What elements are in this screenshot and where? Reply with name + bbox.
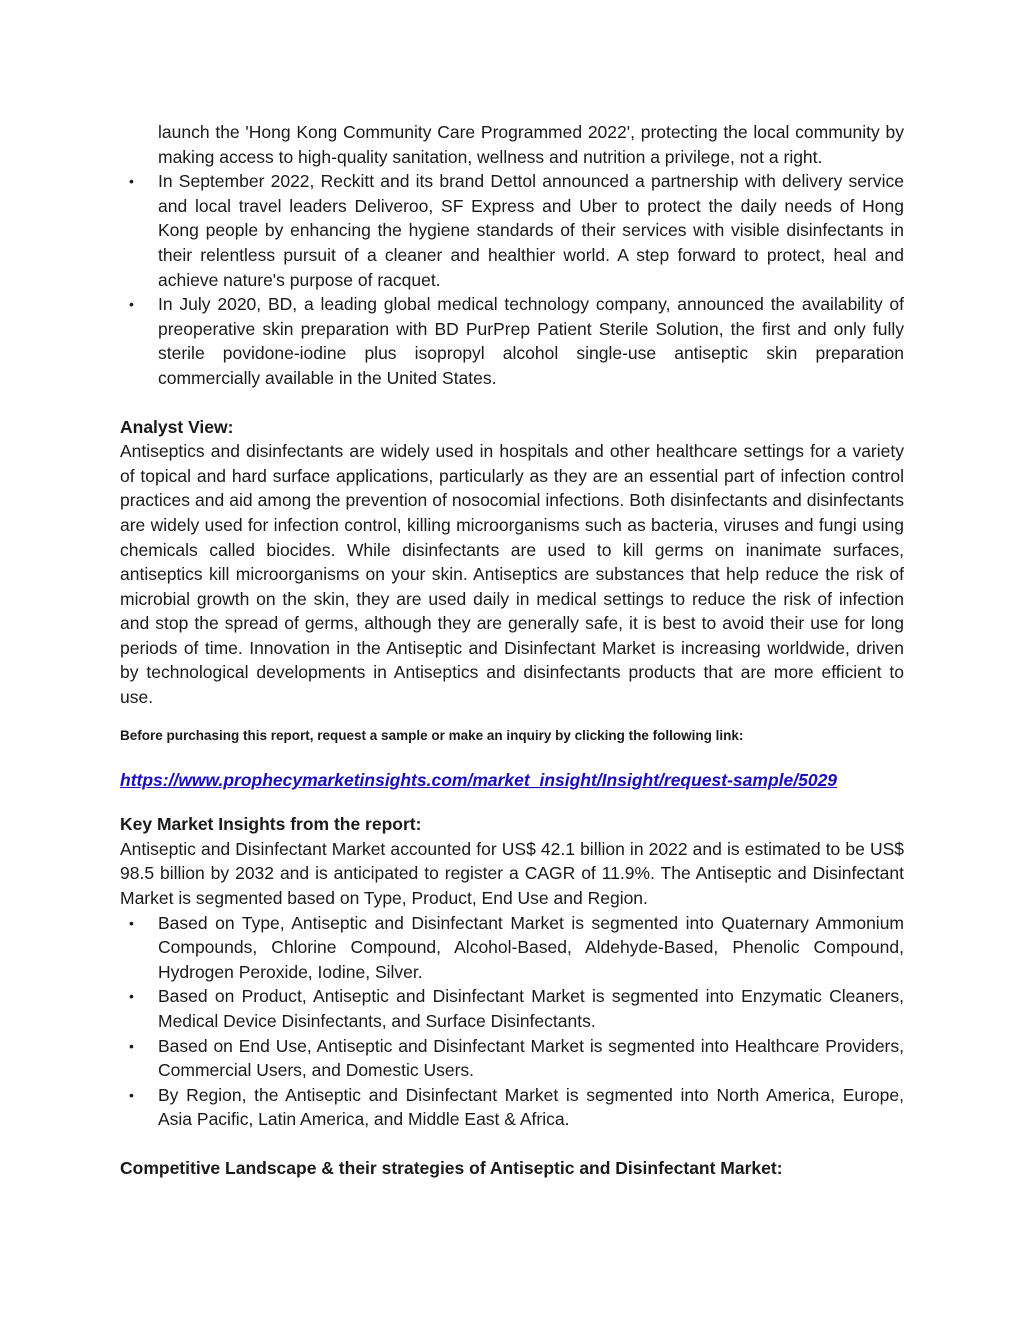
- list-item: [120, 984, 904, 1033]
- list-item: [120, 292, 904, 390]
- bullet-icon: •: [129, 1037, 134, 1054]
- list-item-text: Based on End Use, Antiseptic and Disinfectant Market is segmented into Healthcare Providers, Commercial Users, and Domestic Users.: [158, 1035, 904, 1081]
- cta-text: Before purchasing this report, request a sample or make an inquiry by clicking the following link:: [120, 727, 744, 743]
- key-insights-body: Antiseptic and Disinfectant Market accounted for US$ 42.1 billion in 2022 and is estimated to be US$ 98.5 billion by 2032 and is anticipated to register a CAGR of 11.9%. The Antiseptic and Disinfectant Market is segmented based on Type, Product, End Use and Region.: [120, 838, 904, 909]
- list-item: [120, 169, 904, 292]
- key-insights-heading: Key Market Insights from the report:: [120, 814, 422, 835]
- segmentation-bullet-list: [120, 911, 904, 1132]
- intro-continuation: launch the 'Hong Kong Community Care Programmed 2022', protecting the local community by making access to high-quality sanitation, wellness and nutrition a privilege, not a right.: [158, 122, 904, 167]
- bullet-icon: •: [129, 173, 134, 190]
- list-item: [120, 1083, 904, 1132]
- list-item-text: Based on Product, Antiseptic and Disinfectant Market is segmented into Enzymatic Cleaners, Medical Device Disinfectants, and Surface Disinfectants.: [158, 986, 904, 1031]
- bullet-icon: •: [129, 914, 134, 931]
- list-item-text: Based on Type, Antiseptic and Disinfectant Market is segmented into Quaternary Ammonium Compounds, Chlorine Compound, Alcohol-Based, Aldehyde-Based, Phenolic Compound, Hydrogen Peroxide, Iodine, Silver.: [158, 912, 904, 982]
- list-item-text: In September 2022, Reckitt and its brand Dettol announced a partnership with delivery service and local travel leaders Deliveroo, SF Express and Uber to protect the daily needs of Hong Kong people by enhancing the hygiene standards of their services with visible disinfectants in their relentless pursuit of a cleaner and healthier world. A step forward to protect, heal and achieve nature's purpose of racquet.: [158, 171, 904, 290]
- bullet-icon: •: [129, 296, 134, 313]
- request-sample-link[interactable]: https://www.prophecymarketinsights.com/market_insight/Insight/request-sample/5029: [120, 769, 838, 790]
- document-page: [120, 120, 904, 1181]
- list-item-text: By Region, the Antiseptic and Disinfectant Market is segmented into North America, Europe, Asia Pacific, Latin America, and Middle East & Africa.: [158, 1084, 904, 1130]
- bullet-icon: •: [129, 988, 134, 1005]
- analyst-view-body: Antiseptics and disinfectants are widely used in hospitals and other healthcare settings for a variety of topical and hard surface applications, particularly as they are an essential part of infection control practices and aid among the prevention of nosocomial infections. Both disinfectants and disinfectants are widely used for infection control, killing microorganisms such as bacteria, viruses and fungi using chemicals called biocides. While disinfectants are used to kill germs on inanimate surfaces, antiseptics kill microorganisms on your skin. Antiseptics are substances that help reduce the risk of microbial growth on the skin, they are used daily in medical settings to reduce the risk of infection and stop the spread of germs, although they are generally safe, it is best to avoid their use for long periods of time. Innovation in the Antiseptic and Disinfectant Market is increasing worldwide, driven by technological developments in Antiseptics and disinfectants products that are more efficient to use.: [120, 441, 904, 708]
- bullet-icon: •: [129, 1086, 134, 1103]
- analyst-view-heading: Analyst View:: [120, 416, 234, 437]
- competitive-landscape-heading: Competitive Landscape & their strategies of Antiseptic and Disinfectant Market:: [120, 1157, 783, 1178]
- list-item: [120, 1034, 904, 1083]
- list-item-text: In July 2020, BD, a leading global medical technology company, announced the availability of preoperative skin preparation with BD PurPrep Patient Sterile Solution, the first and only fully sterile povidone-iodine plus isopropyl alcohol single-use antiseptic skin preparation commercially available in the United States.: [158, 294, 904, 388]
- list-item: [120, 911, 904, 985]
- news-bullet-list: [120, 169, 904, 390]
